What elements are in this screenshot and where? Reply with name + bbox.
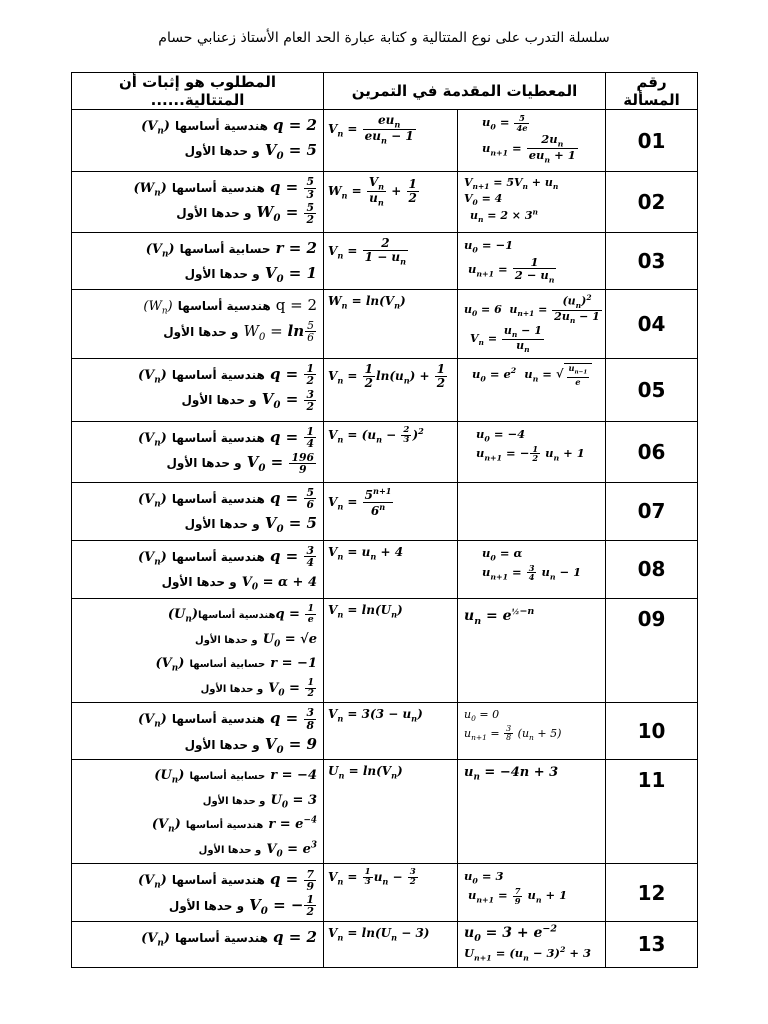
header-given: المعطيات المقدمة في التمرين xyxy=(324,73,606,110)
v-definition-cell: $U_n = \ln(V_n)$ xyxy=(324,760,458,864)
v-definition-cell: $V_n$ = $\frac{5^{n+1}}{6^n}$ xyxy=(324,482,458,540)
u-definition-cell: $u_0 = e^2$ $u_n$ = √ $\frac{u_{n-1}}{e}$ xyxy=(458,358,606,421)
required-cell: q = $\frac{3}{4}$ هندسية أساسها $(V_n)$ $V_0 = \alpha + 4$ و حدها الأول xyxy=(72,540,324,598)
u-definition-cell: $u_0$ = $\frac{5}{4e}$ $u_{n+1}$ = $2u_n$ $eu_n + 1$ xyxy=(458,110,606,172)
problem-number: 11 xyxy=(606,760,698,864)
table-row xyxy=(72,703,698,760)
table-header-row xyxy=(72,73,698,110)
problem-number: 08 xyxy=(606,540,698,598)
table-row xyxy=(72,864,698,921)
problem-number: 05 xyxy=(606,358,698,421)
table-row xyxy=(72,598,698,702)
table-row xyxy=(72,233,698,290)
problem-number: 07 xyxy=(606,482,698,540)
u-definition-cell: $u_0 = -4$ $u_{n+1}$ = − $\frac{1}{2}$ $u_n + 1$ xyxy=(458,421,606,482)
v-definition-cell: $V_n = u_n + 4$ xyxy=(324,540,458,598)
required-cell: q = $\frac{3}{8}$ هندسية أساسها $(V_n)$ $V_0 = 9$ و حدها الأول xyxy=(72,703,324,760)
v-definition-cell: $W_n = \ln(V_n)$ xyxy=(324,290,458,359)
v-definition-cell: $V_n$ = $\frac{2}{1 - u_n}$ xyxy=(324,233,458,290)
table-row xyxy=(72,760,698,864)
v-definition-cell: $V_n$ = $\frac{1}{3}$ $u_n$ − $\frac{3}{2}$ xyxy=(324,864,458,921)
v-definition-cell: $V_n$ = $\frac{1}{2}$ $\ln(u_n)$ + $\frac{1}{2}$ xyxy=(324,358,458,421)
required-cell: q = $\frac{7}{9}$ هندسية أساسها $(V_n)$ $V_0$ = − $\frac{1}{2}$ و حدها الأول xyxy=(72,864,324,921)
problem-number: 09 xyxy=(606,598,698,702)
table-row xyxy=(72,110,698,172)
u-definition-cell: $u_0 = -1$ $u_{n+1}$ = $\frac{1}{2 - u_n}$ xyxy=(458,233,606,290)
table-row xyxy=(72,172,698,233)
required-cell: q = $\frac{1}{2}$ هندسية أساسها $(V_n)$ $V_0$ = $\frac{3}{2}$ و حدها الأول xyxy=(72,358,324,421)
u-definition-cell: $u_0 = \alpha$ $u_{n+1}$ = $\frac{3}{4}$ $u_n - 1$ xyxy=(458,540,606,598)
table-row xyxy=(72,540,698,598)
u-definition-cell: $u_0 = 3$ $u_{n+1}$ = $\frac{7}{9}$ $u_n + 1$ xyxy=(458,864,606,921)
required-cell: q = $\frac{1}{e}$ هندسية $أساسها(U_n)$ $U_0 = √e$ و حدها الأول r = −1 حسابية أساسها $(V_n)$ $V_0$ = $\frac{1}{2}$ و حدها الأول xyxy=(72,598,324,702)
problem-number: 06 xyxy=(606,421,698,482)
u-definition-cell: $u_0 = 0$ $u_{n+1}$ = $\frac{3}{8}$ $(u_n + 5)$ xyxy=(458,703,606,760)
header-required: المطلوب هو إثبات أن المتتالية...... xyxy=(72,73,324,110)
u-definition-cell: $u_n = e^{\frac{1}{2}-n}$ xyxy=(458,598,606,702)
problem-number: 02 xyxy=(606,172,698,233)
problem-number: 10 xyxy=(606,703,698,760)
u-definition-cell: $u_0 = 6$ $u_{n+1}$ = $\frac{(u_n)^2}{2u_n - 1}$ $V_n$ = $\frac{u_n - 1}{u_n}$ xyxy=(458,290,606,359)
required-cell: q = 2 هندسية أساسها $(W_n)$ $W_0 = \ln$ $\frac{5}{6}$ و حدها الأول xyxy=(72,290,324,359)
v-definition-cell: $V_n = (u_n$ − $\frac{2}{3}$ )$^2$ xyxy=(324,421,458,482)
v-definition-cell: $V_n = \ln(U_n - 3)$ xyxy=(324,921,458,967)
u-definition-cell: $u_0 = 3 + e^{-2}$ $U_{n+1} = (u_n - 3)^2 + 3$ xyxy=(458,921,606,967)
type-label: هندسية أساسها xyxy=(175,119,268,133)
table-row xyxy=(72,290,698,359)
v-definition-cell: $W_n$ = $\frac{V_n}{u_n}$ + $\frac{1}{2}$ xyxy=(324,172,458,233)
sequences-table xyxy=(71,72,698,968)
table-row xyxy=(72,358,698,421)
v-definition-cell: $V_n$ = $eu_n$ $eu_n - 1$ xyxy=(324,110,458,172)
required-cell: q = $\frac{5}{3}$ هندسية أساسها $(W_n)$ $W_0$ = $\frac{5}{2}$ و حدها الأول xyxy=(72,172,324,233)
u-definition-cell xyxy=(458,482,606,540)
header-problem-number: رقم المسألة xyxy=(606,73,698,110)
table-row xyxy=(72,921,698,967)
problem-number: 03 xyxy=(606,233,698,290)
table-row xyxy=(72,482,698,540)
u-definition-cell: $V_{n+1} = 5V_n + u_n$ $V_0 = 4$ $u_n = 2 \times 3^n$ xyxy=(458,172,606,233)
required-cell: q = 2 هندسية أساسها $(V_n)$ $V_0 = 5$ و حدها الأول xyxy=(72,110,324,172)
table-row xyxy=(72,421,698,482)
first-term-label: و حدها الأول xyxy=(184,144,260,159)
page-title: سلسلة التدرب على نوع المتتالية و كتابة عبارة الحد العام الأستاذ زعنابي حسام xyxy=(158,30,610,46)
required-cell: r = −4 حسابية أساسها $(U_n)$ $U_0 = 3$ و حدها الأول $r = e^{-4}$ هندسية أساسها $(V_n)$ $V_0 = e^3$ و حدها الأول xyxy=(72,760,324,864)
required-cell: q = 2 هندسية أساسها $(V_n)$ xyxy=(72,921,324,967)
problem-number: 01 xyxy=(606,110,698,172)
required-cell: q = $\frac{5}{6}$ هندسية أساسها $(V_n)$ $V_0 = 5$ و حدها الأول xyxy=(72,482,324,540)
v-definition-cell: $V_n = \ln(U_n)$ xyxy=(324,598,458,702)
required-cell: r = 2 حسابية أساسها $(V_n)$ $V_0 = 1$ و حدها الأول xyxy=(72,233,324,290)
v-definition-cell: $V_n = 3(3 - u_n)$ xyxy=(324,703,458,760)
problem-number: 12 xyxy=(606,864,698,921)
problem-number: 04 xyxy=(606,290,698,359)
problem-number: 13 xyxy=(606,921,698,967)
required-cell: q = $\frac{1}{4}$ هندسية أساسها $(V_n)$ $V_0$ = $\frac{196}{9}$ و حدها الأول xyxy=(72,421,324,482)
u-definition-cell: $u_n = -4n + 3$ xyxy=(458,760,606,864)
